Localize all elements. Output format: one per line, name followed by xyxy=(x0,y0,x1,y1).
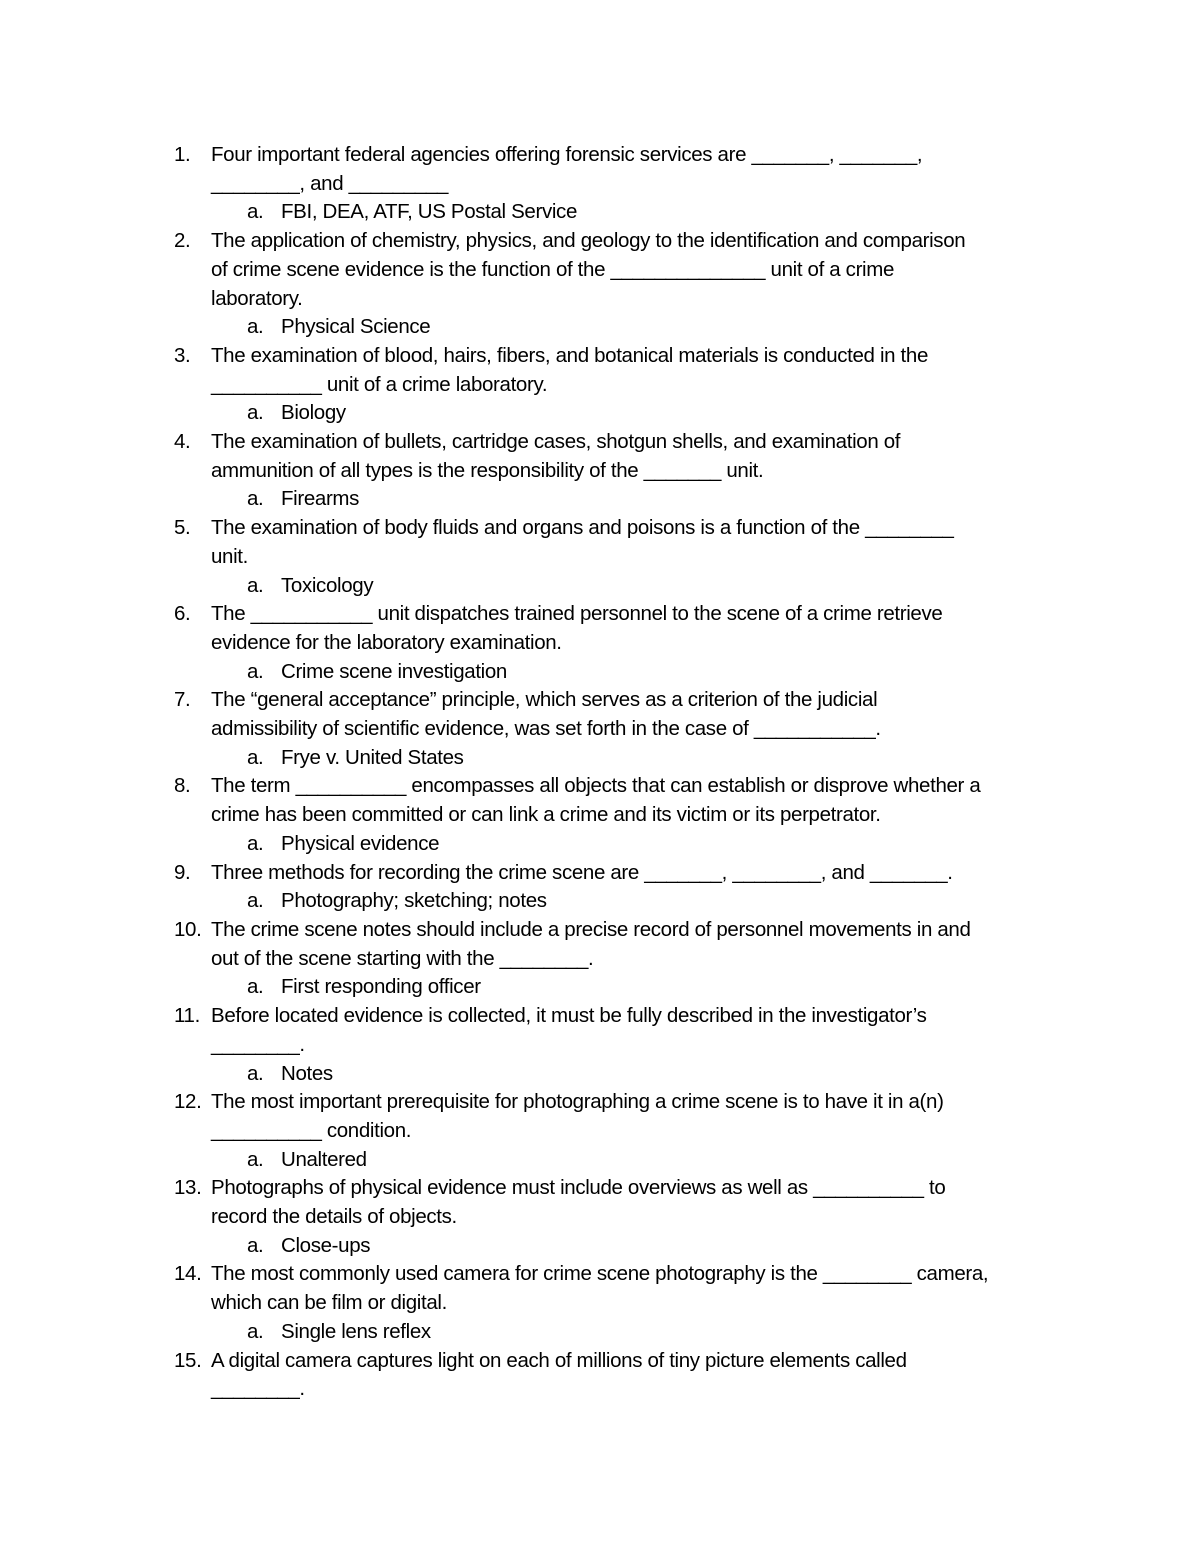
question-text: Four important federal agencies offering forensic services are _______, _______, ________, and _________ xyxy=(211,143,923,195)
answer-text: Crime scene investigation xyxy=(281,659,507,683)
question-text: Before located evidence is collected, it must be fully described in the investigator’s ________. xyxy=(211,1004,927,1056)
answer-letter: a. xyxy=(247,831,264,855)
answer-item xyxy=(211,1318,1064,1347)
question-number: 15. xyxy=(174,1348,202,1372)
question-text: The crime scene notes should include a precise record of personnel movements in and out of the scene starting with the ________. xyxy=(211,917,971,970)
answer-item xyxy=(211,830,1064,859)
answer-letter: a. xyxy=(247,315,264,339)
answer-item xyxy=(211,198,1064,227)
answer-item xyxy=(211,973,1064,1002)
question-number: 2. xyxy=(174,229,191,253)
question-item xyxy=(174,916,1064,1002)
question-text: A digital camera captures light on each of millions of tiny picture elements called ________. xyxy=(211,1348,907,1401)
answer-item xyxy=(211,744,1064,773)
answer-item xyxy=(211,485,1064,514)
answer-letter: a. xyxy=(247,200,264,224)
question-number: 6. xyxy=(174,602,191,626)
question-text: The application of chemistry, physics, and geology to the identification and comparison of crime scene evidence is the function of the ______________ unit of a crime laboratory. xyxy=(211,229,966,310)
question-item xyxy=(174,600,1064,686)
question-number: 10. xyxy=(174,917,202,941)
answer-text: Physical Science xyxy=(281,315,431,339)
question-text: The “general acceptance” principle, which serves as a criterion of the judicial admissibility of scientific evidence, was set forth in the case of ___________. xyxy=(211,688,881,741)
question-text: The term __________ encompasses all objects that can establish or disprove whether a crime has been committed or can link a crime and its victim or its perpetrator. xyxy=(211,774,981,827)
answer-text: Unaltered xyxy=(281,1147,367,1171)
question-item xyxy=(174,859,1064,916)
question-number: 8. xyxy=(174,774,191,798)
question-item xyxy=(174,514,1064,600)
answer-text: Biology xyxy=(281,401,346,425)
question-item xyxy=(174,1174,1064,1260)
answer-letter: a. xyxy=(247,1319,264,1343)
question-item xyxy=(174,1088,1064,1174)
question-text: Three methods for recording the crime scene are _______, ________, and _______. xyxy=(211,860,953,884)
question-number: 12. xyxy=(174,1090,202,1114)
question-text: The ___________ unit dispatches trained personnel to the scene of a crime retrieve evidence for the laboratory examination. xyxy=(211,602,943,654)
answer-item xyxy=(211,1060,1064,1089)
answer-text: Notes xyxy=(281,1061,333,1085)
answer-item xyxy=(211,658,1064,687)
question-item xyxy=(174,1347,1064,1404)
answer-letter: a. xyxy=(247,573,264,597)
answer-letter: a. xyxy=(247,975,264,999)
answer-text: Frye v. United States xyxy=(281,745,464,769)
answer-letter: a. xyxy=(247,745,264,769)
question-item xyxy=(174,1260,1064,1346)
question-text: The examination of bullets, cartridge cases, shotgun shells, and examination of ammunition of all types is the responsibility of the _______ unit. xyxy=(211,430,901,482)
answer-item xyxy=(211,399,1064,428)
question-number: 1. xyxy=(174,143,191,166)
question-number: 13. xyxy=(174,1176,202,1200)
answer-letter: a. xyxy=(247,1147,264,1171)
answer-text: Photography; sketching; notes xyxy=(281,889,547,913)
answer-letter: a. xyxy=(247,1233,264,1257)
answer-text: Single lens reflex xyxy=(281,1319,431,1343)
answer-text: Toxicology xyxy=(281,573,374,597)
answer-letter: a. xyxy=(247,401,264,425)
question-number: 3. xyxy=(174,343,191,367)
question-number: 5. xyxy=(174,516,191,540)
question-text: The examination of body fluids and organs and poisons is a function of the ________ unit. xyxy=(211,516,954,568)
question-number: 14. xyxy=(174,1262,202,1286)
question-item xyxy=(174,428,1064,514)
answer-item xyxy=(211,887,1064,916)
answer-letter: a. xyxy=(247,1061,264,1085)
question-item xyxy=(174,342,1064,428)
question-number: 7. xyxy=(174,688,191,712)
answer-letter: a. xyxy=(247,659,264,683)
answer-item xyxy=(211,313,1064,342)
question-item xyxy=(174,772,1064,858)
answer-letter: a. xyxy=(247,487,264,511)
question-text: The most important prerequisite for photographing a crime scene is to have it in a(n) __________ condition. xyxy=(211,1090,944,1142)
answer-item xyxy=(211,1146,1064,1175)
answer-item xyxy=(211,572,1064,601)
question-item xyxy=(174,1002,1064,1088)
answer-letter: a. xyxy=(247,889,264,913)
answer-text: First responding officer xyxy=(281,975,481,999)
question-text: Photographs of physical evidence must include overviews as well as __________ to record the details of objects. xyxy=(211,1176,946,1229)
question-text: The most commonly used camera for crime scene photography is the ________ camera, which can be film or digital. xyxy=(211,1262,989,1315)
question-number: 11. xyxy=(174,1004,200,1028)
question-item xyxy=(174,686,1064,772)
answer-text: Close-ups xyxy=(281,1233,371,1257)
question-number: 4. xyxy=(174,430,191,454)
question-item xyxy=(174,141,1064,227)
question-item xyxy=(174,227,1064,342)
answer-text: Physical evidence xyxy=(281,831,440,855)
answer-text: FBI, DEA, ATF, US Postal Service xyxy=(281,200,578,224)
answer-item xyxy=(211,1232,1064,1261)
question-number: 9. xyxy=(174,860,191,884)
answer-text: Firearms xyxy=(281,487,360,511)
question-text: The examination of blood, hairs, fibers, and botanical materials is conducted in the __________ unit of a crime laboratory. xyxy=(211,343,928,396)
question-list xyxy=(174,141,1064,1404)
